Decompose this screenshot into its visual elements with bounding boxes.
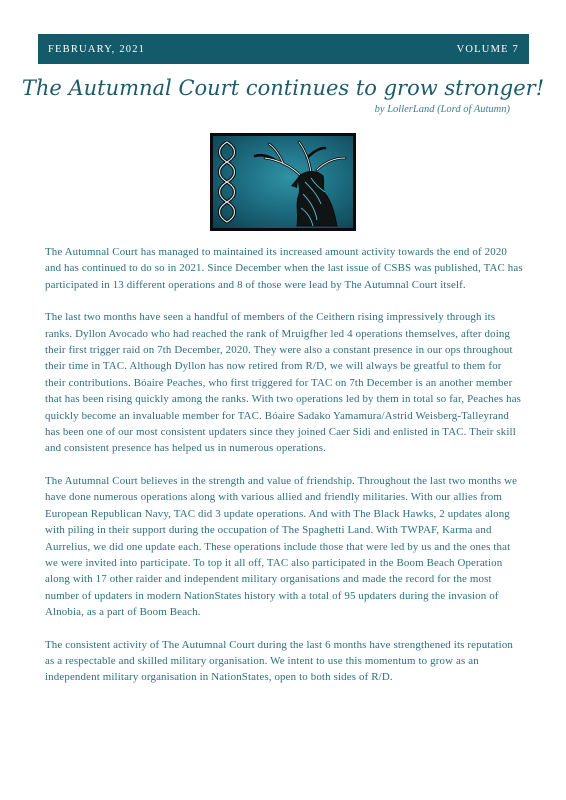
paragraph: The consistent activity of The Autumnal Court during the last 6 months have strengthened its reputation as a respectable and skilled military organisation. We intent to use this momentum to grow as an independent military organisation in NationStates, open to both sides of R/D. xyxy=(45,638,514,684)
issue-volume: VOLUME 7 xyxy=(456,43,519,55)
article-byline: by LollerLand (Lord of Autumn) xyxy=(374,104,510,115)
paragraph: The last two months have seen a handful of members of the Ceithern rising impressively through its ranks. Dyllon Avocado who had reached the rank of Mruigfher led 4 operations themselves, after doing their first trigger raid on 7th December, 2020. They were also a constant presence in our ops throughout their time in TAC. Although Dyllon has now retired from R/D, we will always be greatful to them for their contributions. Bóaire Peaches, who first triggered for TAC on 7th December is an another member that has been rising quickly among the ranks. With two operations led by them in total so far, Peaches has quickly become an invaluable member for TAC. Bóaire Sadako Yamamura/Astrid Weisberg-Talleyrand has been one of our most consistent updaters since they joined Caer Sidi and enlisted in TAC. Their skill and consistent presence has helped us in numerous operations. xyxy=(45,311,522,455)
header-bar xyxy=(38,34,529,64)
issue-date: FEBRUARY, 2021 xyxy=(48,43,146,55)
article-title: The Autumnal Court continues to grow stronger! xyxy=(21,76,545,100)
paragraph: The Autumnal Court has managed to maintained its increased amount activity towards the end of 2020 and has continued to do so in 2021. Since December when the last issue of CSBS was published, TAC has participated in 13 different operations and 8 of those were lead by The Autumnal Court itself. xyxy=(45,246,523,291)
article-body xyxy=(45,244,523,702)
celtic-knot-stag-emblem-icon xyxy=(210,133,356,231)
paragraph: The Autumnal Court believes in the strength and value of friendship. Throughout the last two months we have done numerous operations along with various allied and friendly militaries. With our allies from European Republican Navy, TAC did 3 update operations. And with The Black Hawks, 2 updates along with piling in their support during the occupation of The Spaghetti Land. With TWPAF, Karma and Aurrelius, we did one update each. These operations include those that were led by us and the ones that we were invited into participate. To top it all off, TAC also participated in the Boom Beach Operation along with 17 other raider and independent military organisations and made the record for the most number of updaters in modern NationStates history with a total of 95 updaters during the invasion of Alnobia, as a part of Boom Beach. xyxy=(45,474,518,619)
